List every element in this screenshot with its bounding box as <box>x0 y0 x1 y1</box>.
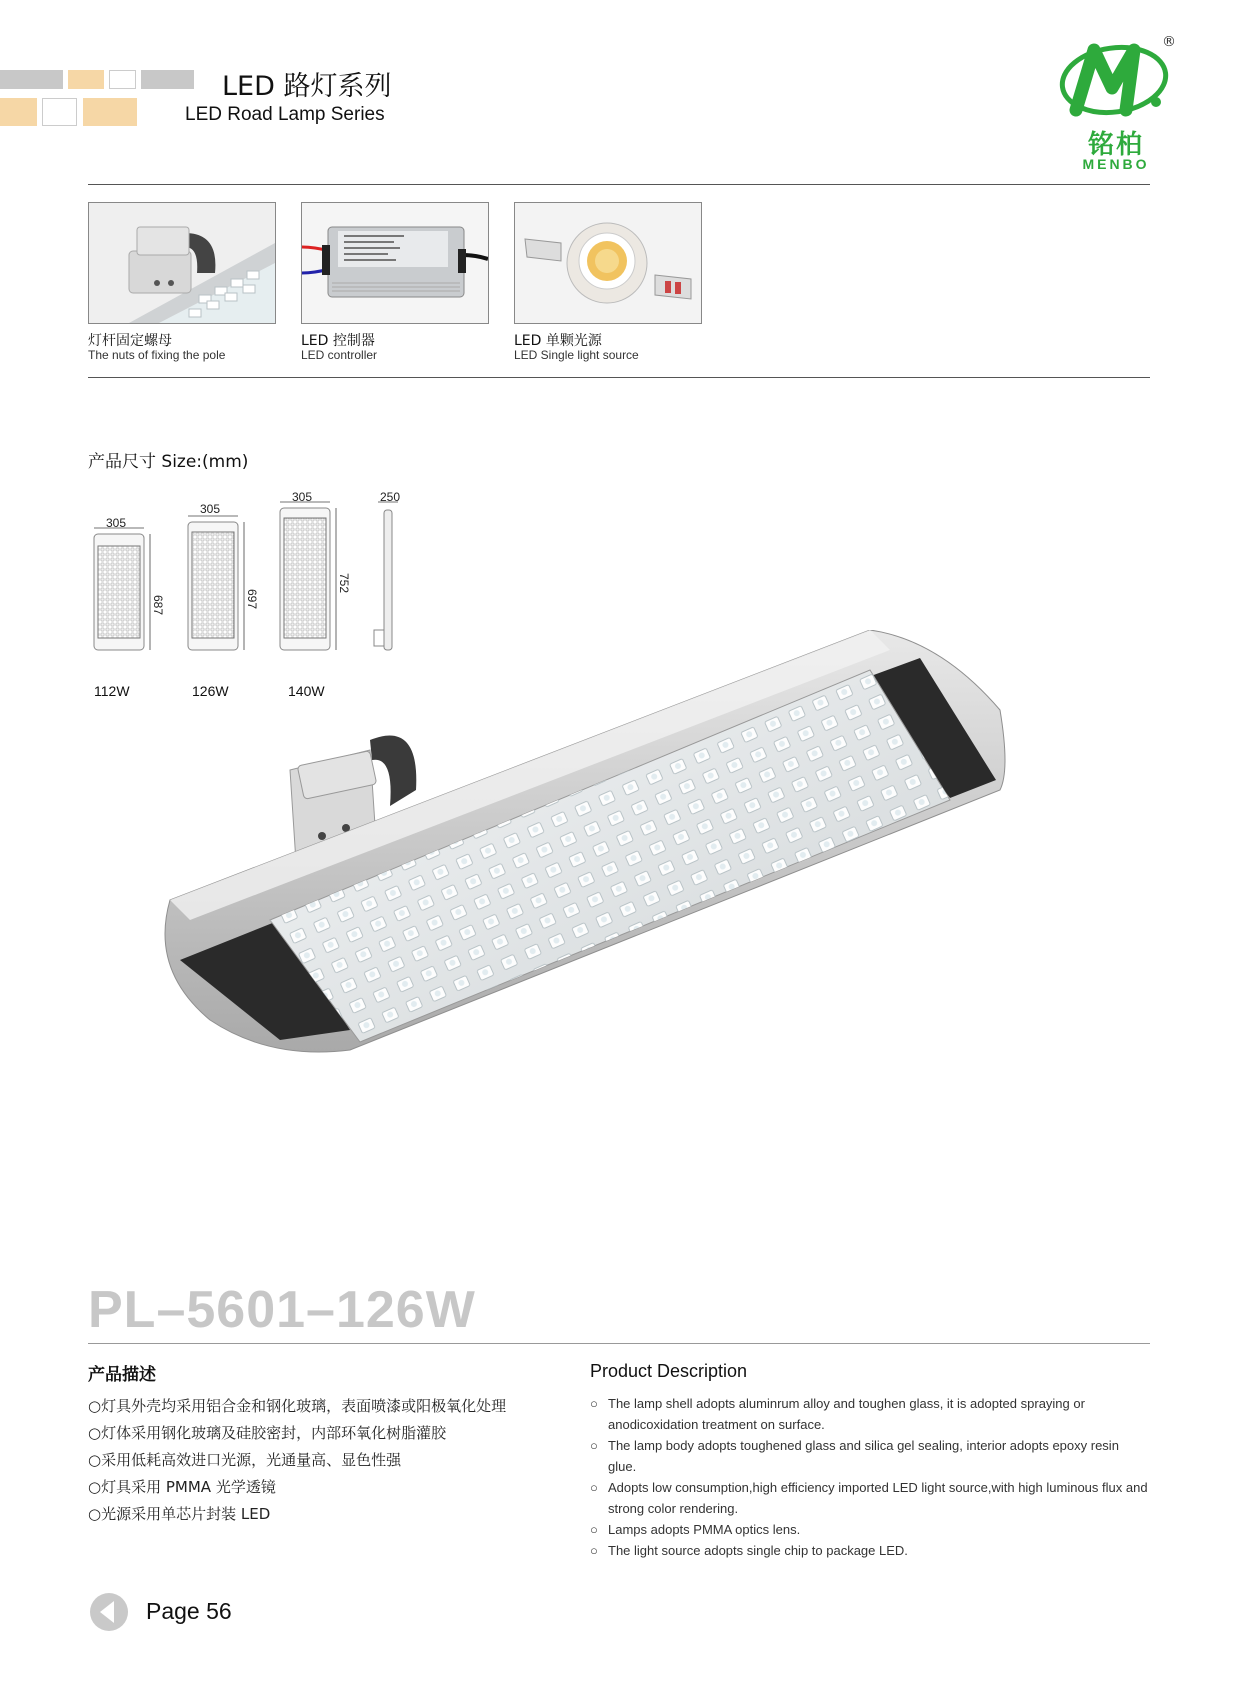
dim-width-3: 305 <box>292 490 313 504</box>
part-image-led-source <box>514 202 702 324</box>
model-number: PL–5601–126W <box>88 1281 476 1339</box>
page-number: Page 56 <box>146 1598 232 1624</box>
part-caption-cn-1: 灯杆固定螺母 <box>88 333 172 349</box>
description-item-cn: ○灯具采用 PMMA 光学透镜 <box>88 1478 276 1496</box>
divider <box>88 1343 1150 1344</box>
divider <box>88 377 1150 378</box>
part-caption-en-1: The nuts of fixing the pole <box>88 348 226 362</box>
part-caption-cn-3: LED 单颗光源 <box>514 333 602 349</box>
size-title: 产品尺寸 Size:(mm) <box>88 452 249 472</box>
description-title-en: Product Description <box>590 1361 748 1381</box>
dim-width-1: 305 <box>106 516 127 530</box>
description-list-cn <box>88 1393 568 1528</box>
wattage-2: 126W <box>192 683 229 699</box>
bullet-circle-icon: ○ <box>590 1543 598 1558</box>
description-item-cn: ○灯体采用钢化玻璃及硅胶密封，内部环氧化树脂灌胶 <box>88 1424 447 1442</box>
description-item-cn: ○灯具外壳均采用铝合金和钢化玻璃，表面喷漆或阳极氧化处理 <box>88 1397 507 1415</box>
description-item-en: ○ The lamp body adopts toughened glass and silica gel sealing, interior adopts epoxy resin glue. <box>590 1435 1150 1477</box>
wattage-1: 112W <box>94 683 130 699</box>
logo-text-cn: 铭柏 <box>1087 130 1144 160</box>
bullet-circle-icon: ○ <box>590 1396 598 1411</box>
description-item-en: ○ Adopts low consumption,high efficiency imported LED light source,with high luminous flux and strong color rendering. <box>590 1477 1150 1519</box>
dim-length-3: 752 <box>337 572 352 594</box>
part-image-pole-nut <box>88 202 276 324</box>
description-title-cn: 产品描述 <box>88 1365 156 1385</box>
wattage-3: 140W <box>288 683 325 699</box>
description-item-en: ○ Lamps adopts PMMA optics lens. <box>590 1519 1150 1540</box>
series-title-cn: LED 路灯系列 <box>222 71 392 102</box>
dim-width-2: 305 <box>200 502 221 516</box>
registered-mark: ® <box>1162 34 1176 50</box>
bullet-circle-icon: ○ <box>590 1480 598 1495</box>
part-caption-cn-2: LED 控制器 <box>301 333 375 349</box>
product-image <box>150 630 1080 1150</box>
part-image-led-controller <box>301 202 489 324</box>
page-back-arrow-icon[interactable] <box>88 1592 130 1632</box>
part-caption-en-2: LED controller <box>301 348 378 362</box>
description-item-en: ○ The lamp shell adopts aluminrum alloy and toughen glass, it is adopted spraying or anodicoxidation treatment on surface. <box>590 1393 1150 1435</box>
dim-length-1: 687 <box>151 594 166 616</box>
description-item-cn: ○采用低耗高效进口光源，光通量高、显色性强 <box>88 1451 402 1469</box>
divider <box>88 184 1150 185</box>
bullet-circle-icon: ○ <box>590 1438 598 1453</box>
part-caption-en-3: LED Single light source <box>514 348 639 362</box>
bullet-circle-icon: ○ <box>590 1522 598 1537</box>
dim-length-2: 697 <box>245 588 260 610</box>
description-list-en <box>590 1393 1150 1561</box>
logo-mark-icon <box>1056 28 1176 128</box>
description-item-en: ○ The light source adopts single chip to package LED. <box>590 1540 1150 1561</box>
brand-logo <box>1056 28 1176 173</box>
dim-width-side: 250 <box>380 490 401 504</box>
description-item-cn: ○光源采用单芯片封装 LED <box>88 1505 271 1523</box>
logo-text-en: MENBO <box>1082 156 1150 172</box>
series-title-en: LED Road Lamp Series <box>185 104 385 125</box>
